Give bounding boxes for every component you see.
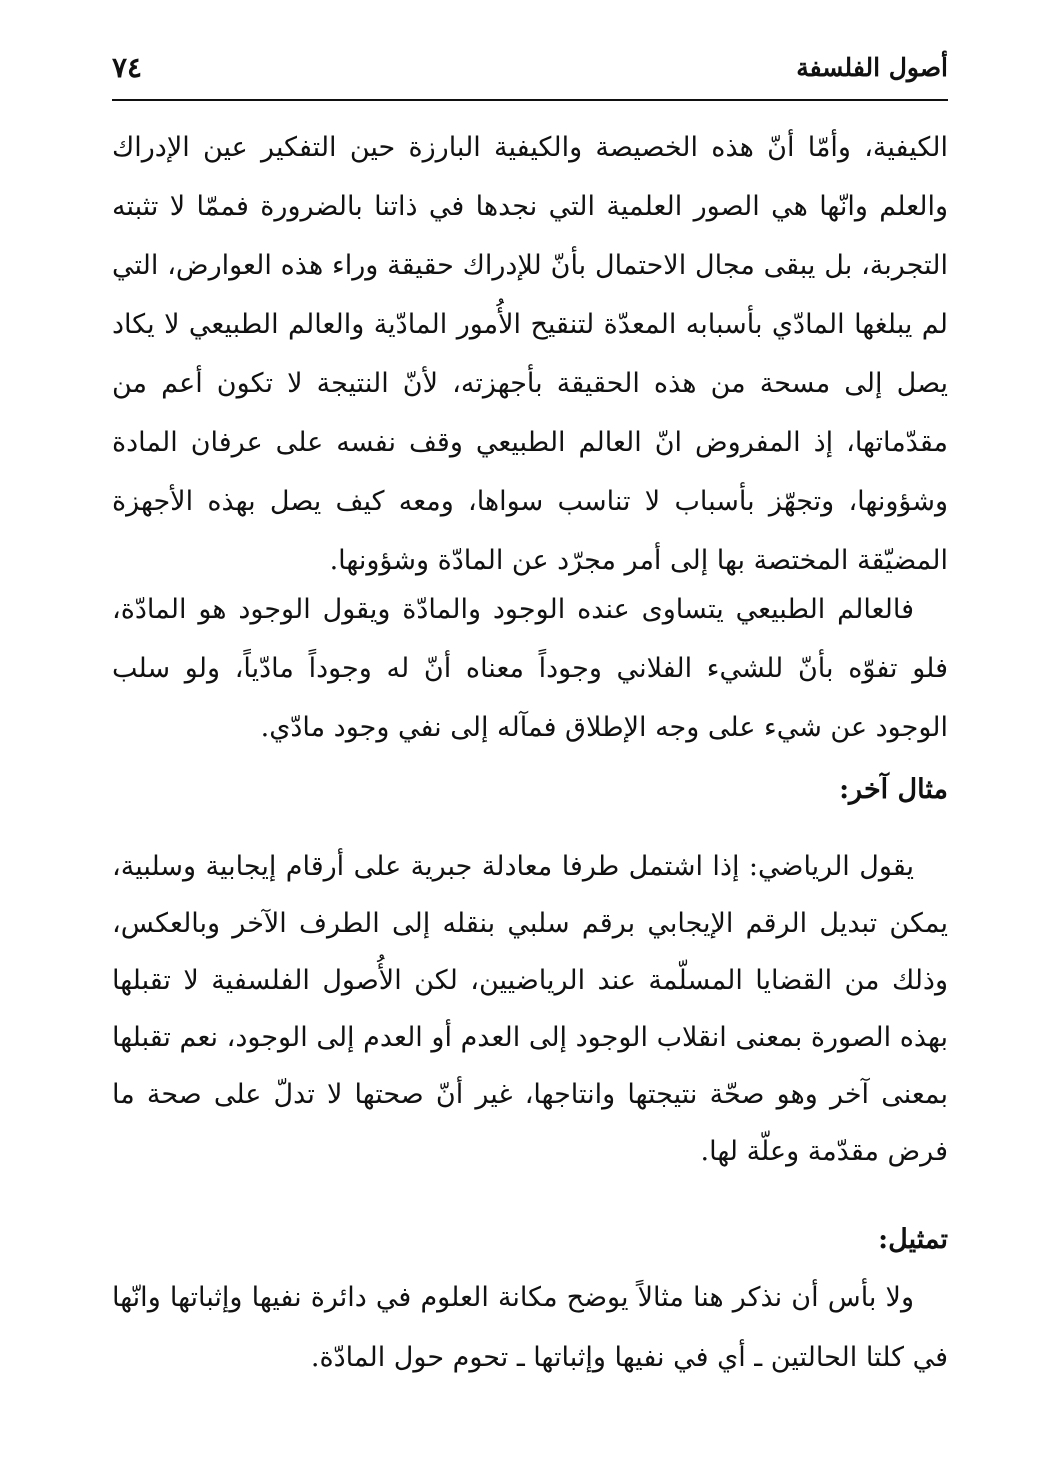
paragraph-natural-scientist: فالعالم الطبيعي يتساوى عنده الوجود والمادّة ويقول الوجود هو المادّة، فلو تفوّه بأنّ للشيء الفلاني وجوداً معناه أنّ له وجوداً مادّياً، ولو سلب الوجود عن شيء على وجه الإطلاق فمآله إلى نفي وجود مادّي. xyxy=(112,594,948,743)
header-rule xyxy=(112,99,948,101)
paragraph-continuation: الكيفية، وأمّا أنّ هذه الخصيصة والكيفية البارزة حين التفكير عين الإدراك والعلم وانّها هي الصور العلمية التي نجدها في ذاتنا بالضرورة فممّا لا تثبته التجربة، بل يبقى مجال الاحتمال بأنّ للإدراك حقيقة وراء هذه العوارض، التي لم يبلغها المادّي بأسبابه المعدّة لتنقيح الأُمور المادّية والعالم الطبيعي لا يكاد يصل إلى مسحة من هذه الحقيقة بأجهزته، لأنّ النتيجة لا تكون أعم من مقدّماتها، إذ المفروض انّ العالم الطبيعي وقف نفسه على عرفان المادة وشؤونها، وتجهّز بأسباب لا تناسب سواها، ومعه كيف يصل بهذه الأجهزة المضيّقة المختصة بها إلى أمر مجرّد عن المادّة وشؤونها. xyxy=(112,132,948,576)
section-heading-another-example: مثال آخر: xyxy=(839,774,948,805)
page-header xyxy=(112,48,948,98)
running-title: أصول الفلسفة xyxy=(796,53,948,82)
paragraph-mathematician: يقول الرياضي: إذا اشتمل طرفا معادلة جبرية على أرقام إيجابية وسلبية، يمكن تبديل الرقم الإيجابي برقم سلبي بنقله إلى الطرف الآخر وبالعكس، وذلك من القضايا المسلّمة عند الرياضيين، لكن الأُصول الفلسفية لا تقبلها بهذه الصورة بمعنى انقلاب الوجود إلى العدم أو العدم إلى الوجود، نعم تقبلها بمعنى آخر وهو صحّة نتيجتها وانتاجها، غير أنّ صحتها لا تدلّ على صحة ما فرض مقدّمة وعلّة لها. xyxy=(112,851,948,1167)
section-heading-illustration: تمثيل: xyxy=(878,1224,948,1255)
paragraph-illustration: ولا بأس أن نذكر هنا مثالاً يوضح مكانة العلوم في دائرة نفيها وإثباتها وانّها في كلتا الحالتين ـ أي في نفيها وإثباتها ـ تحوم حول المادّة. xyxy=(112,1282,948,1373)
page-number: ٧٤ xyxy=(112,51,143,84)
